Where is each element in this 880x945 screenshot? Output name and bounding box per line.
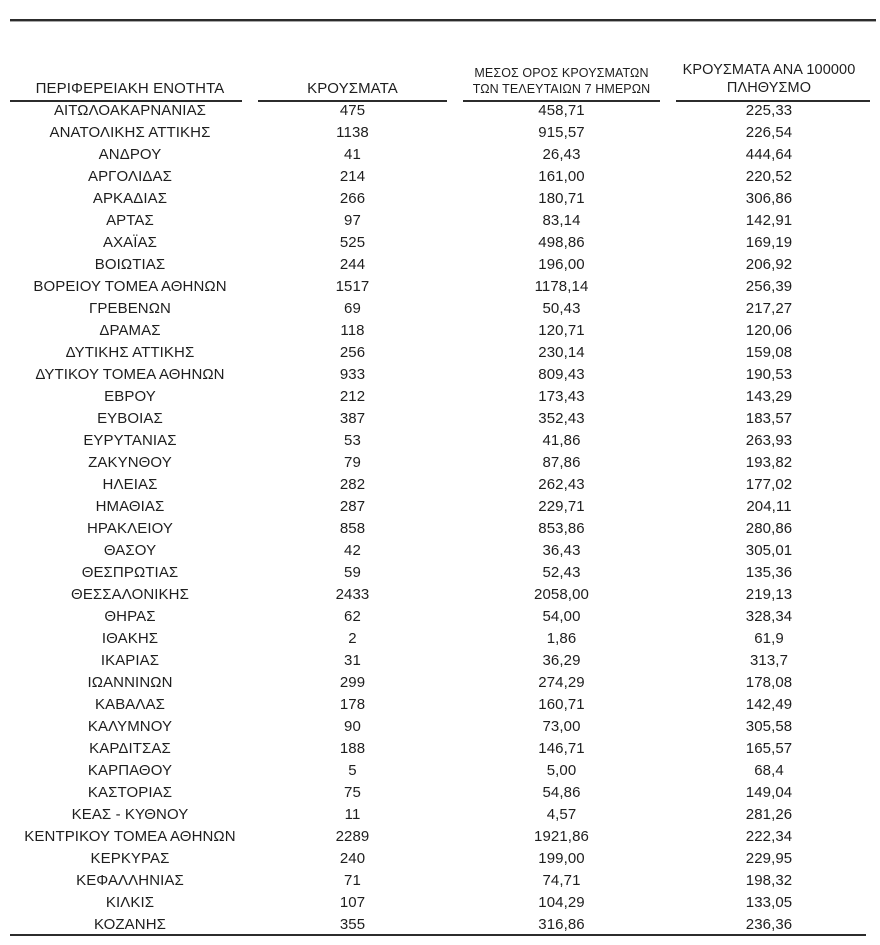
- table-row: [10, 342, 870, 364]
- table-row: [10, 914, 870, 936]
- cell-avg7: 196,00: [538, 256, 585, 273]
- cell-region: ΚΕΦΑΛΛΗΝΙΑΣ: [76, 872, 184, 889]
- table-row: [10, 782, 870, 804]
- cell-region: ΖΑΚΥΝΘΟΥ: [88, 454, 172, 471]
- cell-per100k: 61,9: [754, 630, 784, 647]
- top-horizontal-rule: [10, 19, 876, 22]
- table-row: [10, 364, 870, 386]
- cell-region: ΚΑΛΥΜΝΟΥ: [87, 718, 173, 735]
- cell-per100k: 226,54: [745, 124, 793, 141]
- cell-avg7: 229,71: [538, 498, 585, 515]
- cell-avg7: 104,29: [538, 894, 585, 911]
- cell-region: ΔΥΤΙΚΗΣ ΑΤΤΙΚΗΣ: [65, 344, 195, 361]
- table-row: [10, 804, 870, 826]
- cell-per100k: 280,86: [745, 520, 793, 537]
- cell-region: ΘΕΣΠΡΩΤΙΑΣ: [81, 564, 179, 581]
- cell-cases: 97: [344, 212, 361, 229]
- column-header-regional-unit: [10, 44, 250, 100]
- cell-region: ΙΘΑΚΗΣ: [101, 630, 159, 647]
- table-row: [10, 254, 870, 276]
- cell-avg7: 5,00: [546, 762, 577, 779]
- cell-region: ΔΡΑΜΑΣ: [99, 322, 161, 339]
- cell-avg7: 41,86: [542, 432, 581, 449]
- cell-avg7: 199,00: [538, 850, 585, 867]
- cell-per100k: 256,39: [745, 278, 793, 295]
- cell-avg7: 50,43: [542, 300, 581, 317]
- table-row: [10, 892, 870, 914]
- table-row: [10, 650, 870, 672]
- cell-cases: 387: [339, 410, 366, 427]
- cell-cases: 178: [339, 696, 366, 713]
- table-row: [10, 298, 870, 320]
- cell-per100k: 165,57: [745, 740, 793, 757]
- table-row: [10, 232, 870, 254]
- cell-region: ΑΡΚΑΔΙΑΣ: [92, 190, 168, 207]
- cell-region: ΑΧΑΪΑΣ: [102, 234, 158, 251]
- cell-avg7: 316,86: [538, 916, 585, 933]
- cell-avg7: 4,57: [546, 806, 577, 823]
- cell-per100k: 120,06: [745, 322, 793, 339]
- cell-per100k: 444,64: [745, 146, 793, 163]
- table-row: [10, 386, 870, 408]
- cell-avg7: 26,43: [542, 146, 581, 163]
- cell-region: ΚΑΒΑΛΑΣ: [94, 696, 166, 713]
- cell-cases: 282: [339, 476, 366, 493]
- cell-avg7: 458,71: [538, 102, 585, 119]
- cell-cases: 42: [344, 542, 361, 559]
- table-row: [10, 518, 870, 540]
- table-row: [10, 276, 870, 298]
- cell-cases: 62: [344, 608, 361, 625]
- table-row: [10, 166, 870, 188]
- table-row: [10, 430, 870, 452]
- cell-region: ΕΒΡΟΥ: [104, 388, 156, 405]
- cell-avg7: 52,43: [542, 564, 581, 581]
- cell-region: ΓΡΕΒΕΝΩΝ: [89, 300, 171, 317]
- cell-avg7: 83,14: [542, 212, 581, 229]
- cell-avg7: 853,86: [538, 520, 585, 537]
- table-row: [10, 496, 870, 518]
- cell-cases: 118: [340, 322, 365, 339]
- cell-region: ΚΟΖΑΝΗΣ: [93, 916, 167, 933]
- cell-avg7: 161,00: [538, 168, 585, 185]
- cell-per100k: 177,02: [745, 476, 793, 493]
- cell-cases: 5: [348, 762, 357, 779]
- cell-per100k: 229,95: [745, 850, 793, 867]
- cell-avg7: 36,29: [542, 652, 581, 669]
- cell-avg7: 87,86: [542, 454, 581, 471]
- cell-cases: 107: [339, 894, 366, 911]
- cell-region: ΚΑΣΤΟΡΙΑΣ: [87, 784, 173, 801]
- cell-per100k: 143,29: [745, 388, 793, 405]
- cell-region: ΗΜΑΘΙΑΣ: [95, 498, 165, 515]
- column-header-cases: [250, 44, 455, 100]
- cell-per100k: 183,57: [745, 410, 793, 427]
- cell-region: ΑΝΔΡΟΥ: [98, 146, 162, 163]
- cell-per100k: 190,53: [745, 366, 793, 383]
- cell-avg7: 274,29: [538, 674, 585, 691]
- cell-per100k: 263,93: [745, 432, 793, 449]
- cell-per100k: 159,08: [745, 344, 793, 361]
- column-header-cases-per-100k: [668, 44, 870, 100]
- table-row: [10, 144, 870, 166]
- table-row: [10, 320, 870, 342]
- cell-avg7: 1,86: [546, 630, 577, 647]
- cell-avg7: 1178,14: [534, 278, 589, 295]
- cell-cases: 75: [344, 784, 361, 801]
- column-header-label-line2: ΤΩΝ ΤΕΛΕΥΤΑΙΩΝ 7 ΗΜΕΡΩΝ: [472, 82, 651, 96]
- cell-per100k: 193,82: [745, 454, 793, 471]
- cell-cases: 53: [344, 432, 361, 449]
- cell-region: ΚΙΛΚΙΣ: [105, 894, 155, 911]
- cell-cases: 214: [339, 168, 366, 185]
- table-row: [10, 628, 870, 650]
- cell-per100k: 225,33: [745, 102, 793, 119]
- table-row: [10, 738, 870, 760]
- cell-cases: 1517: [335, 278, 370, 295]
- cell-cases: 212: [339, 388, 366, 405]
- cell-avg7: 1921,86: [534, 828, 589, 845]
- cell-avg7: 160,71: [538, 696, 585, 713]
- cell-region: ΘΕΣΣΑΛΟΝΙΚΗΣ: [71, 586, 189, 603]
- table-row: [10, 100, 870, 122]
- cell-cases: 2433: [335, 586, 370, 603]
- cell-cases: 11: [344, 806, 361, 823]
- cell-cases: 858: [339, 520, 366, 537]
- cell-cases: 31: [344, 652, 361, 669]
- cell-region: ΒΟΙΩΤΙΑΣ: [94, 256, 166, 273]
- table-row: [10, 848, 870, 870]
- table-row: [10, 562, 870, 584]
- cell-per100k: 217,27: [745, 300, 793, 317]
- cell-region: ΚΑΡΔΙΤΣΑΣ: [89, 740, 171, 757]
- cell-region: ΚΕΑΣ - ΚΥΘΝΟΥ: [71, 806, 189, 823]
- table-row: [10, 760, 870, 782]
- table-header: [10, 44, 870, 100]
- cell-avg7: 74,71: [542, 872, 581, 889]
- cell-avg7: 498,86: [538, 234, 585, 251]
- table-row: [10, 452, 870, 474]
- column-header-label-line1: ΜΕΣΟΣ ΟΡΟΣ ΚΡΟΥΣΜΑΤΩΝ: [474, 66, 649, 80]
- cell-cases: 244: [339, 256, 366, 273]
- cell-cases: 59: [344, 564, 361, 581]
- cell-region: ΙΩΑΝΝΙΝΩΝ: [87, 674, 173, 691]
- table-row: [10, 716, 870, 738]
- cell-region: ΚΕΡΚΥΡΑΣ: [90, 850, 170, 867]
- cell-cases: 355: [339, 916, 366, 933]
- cell-cases: 266: [339, 190, 366, 207]
- cell-per100k: 281,26: [745, 806, 793, 823]
- cell-cases: 188: [339, 740, 366, 757]
- cell-avg7: 54,00: [542, 608, 581, 625]
- table-row: [10, 122, 870, 144]
- cell-avg7: 352,43: [538, 410, 585, 427]
- table-row: [10, 826, 870, 848]
- cell-per100k: 328,34: [745, 608, 793, 625]
- cell-per100k: 142,49: [745, 696, 793, 713]
- cell-per100k: 306,86: [745, 190, 793, 207]
- cell-avg7: 173,43: [538, 388, 585, 405]
- table-row: [10, 672, 870, 694]
- cell-region: ΗΡΑΚΛΕΙΟΥ: [86, 520, 173, 537]
- cell-region: ΚΕΝΤΡΙΚΟΥ ΤΟΜΕΑ ΑΘΗΝΩΝ: [24, 828, 236, 845]
- cell-cases: 41: [344, 146, 361, 163]
- cell-region: ΕΥΒΟΙΑΣ: [97, 410, 163, 427]
- cell-region: ΒΟΡΕΙΟΥ ΤΟΜΕΑ ΑΘΗΝΩΝ: [33, 278, 227, 295]
- table-body: [10, 100, 870, 936]
- cell-avg7: 262,43: [538, 476, 585, 493]
- cell-region: ΕΥΡΥΤΑΝΙΑΣ: [83, 432, 177, 449]
- cell-cases: 2289: [335, 828, 370, 845]
- cell-avg7: 2058,00: [534, 586, 589, 603]
- cell-per100k: 149,04: [745, 784, 793, 801]
- bottom-horizontal-rule: [10, 934, 866, 936]
- table-row: [10, 694, 870, 716]
- cell-per100k: 222,34: [745, 828, 793, 845]
- cell-cases: 240: [339, 850, 366, 867]
- cell-region: ΙΚΑΡΙΑΣ: [100, 652, 160, 669]
- cell-cases: 69: [344, 300, 361, 317]
- cell-cases: 2: [348, 630, 357, 647]
- cell-region: ΑΙΤΩΛΟΑΚΑΡΝΑΝΙΑΣ: [53, 102, 207, 119]
- cell-per100k: 198,32: [745, 872, 793, 889]
- cell-cases: 475: [339, 102, 366, 119]
- table-row: [10, 188, 870, 210]
- cell-region: ΑΝΑΤΟΛΙΚΗΣ ΑΤΤΙΚΗΣ: [49, 124, 211, 141]
- column-header-label-line2: ΠΛΗΘΥΣΜΟ: [726, 80, 812, 96]
- table-row: [10, 540, 870, 562]
- cell-avg7: 120,71: [538, 322, 585, 339]
- cell-avg7: 230,14: [538, 344, 585, 361]
- cell-region: ΘΗΡΑΣ: [104, 608, 156, 625]
- cell-region: ΗΛΕΙΑΣ: [102, 476, 158, 493]
- cell-avg7: 180,71: [538, 190, 585, 207]
- cell-per100k: 313,7: [749, 652, 789, 669]
- cell-per100k: 206,92: [745, 256, 793, 273]
- cell-per100k: 133,05: [745, 894, 793, 911]
- cell-per100k: 204,11: [746, 498, 792, 515]
- column-header-7day-average: [455, 44, 668, 100]
- cell-per100k: 305,01: [745, 542, 793, 559]
- cell-per100k: 220,52: [745, 168, 793, 185]
- cell-region: ΑΡΤΑΣ: [106, 212, 154, 229]
- cell-avg7: 54,86: [542, 784, 581, 801]
- cell-per100k: 305,58: [745, 718, 793, 735]
- cell-region: ΘΑΣΟΥ: [103, 542, 157, 559]
- regional-cases-table: [10, 44, 870, 936]
- cell-avg7: 73,00: [542, 718, 581, 735]
- cell-avg7: 36,43: [542, 542, 581, 559]
- column-header-label: ΠΕΡΙΦΕΡΕΙΑΚΗ ΕΝΟΤΗΤΑ: [35, 80, 225, 97]
- column-header-label: ΚΡΟΥΣΜΑΤΑ: [307, 80, 398, 97]
- table-row: [10, 408, 870, 430]
- cell-per100k: 236,36: [745, 916, 793, 933]
- cell-cases: 256: [339, 344, 366, 361]
- table-row: [10, 584, 870, 606]
- cell-cases: 287: [339, 498, 366, 515]
- cell-per100k: 169,19: [745, 234, 793, 251]
- cell-per100k: 219,13: [745, 586, 793, 603]
- cell-cases: 933: [339, 366, 366, 383]
- cell-avg7: 146,71: [538, 740, 585, 757]
- table-row: [10, 870, 870, 892]
- cell-cases: 90: [344, 718, 361, 735]
- column-header-label-line1: ΚΡΟΥΣΜΑΤΑ ΑΝΑ 100000: [682, 62, 856, 78]
- cell-cases: 525: [339, 234, 366, 251]
- cell-region: ΚΑΡΠΑΘΟΥ: [87, 762, 173, 779]
- cell-avg7: 809,43: [538, 366, 585, 383]
- table-row: [10, 474, 870, 496]
- cell-cases: 71: [344, 872, 361, 889]
- cell-per100k: 142,91: [745, 212, 793, 229]
- table-row: [10, 210, 870, 232]
- table-row: [10, 606, 870, 628]
- cell-avg7: 915,57: [538, 124, 585, 141]
- cell-cases: 1138: [336, 124, 369, 141]
- cell-cases: 299: [339, 674, 366, 691]
- cell-per100k: 135,36: [745, 564, 793, 581]
- cell-region: ΑΡΓΟΛΙΔΑΣ: [87, 168, 173, 185]
- cell-region: ΔΥΤΙΚΟΥ ΤΟΜΕΑ ΑΘΗΝΩΝ: [35, 366, 225, 383]
- cell-per100k: 68,4: [754, 762, 784, 779]
- cell-cases: 79: [344, 454, 361, 471]
- cell-per100k: 178,08: [745, 674, 793, 691]
